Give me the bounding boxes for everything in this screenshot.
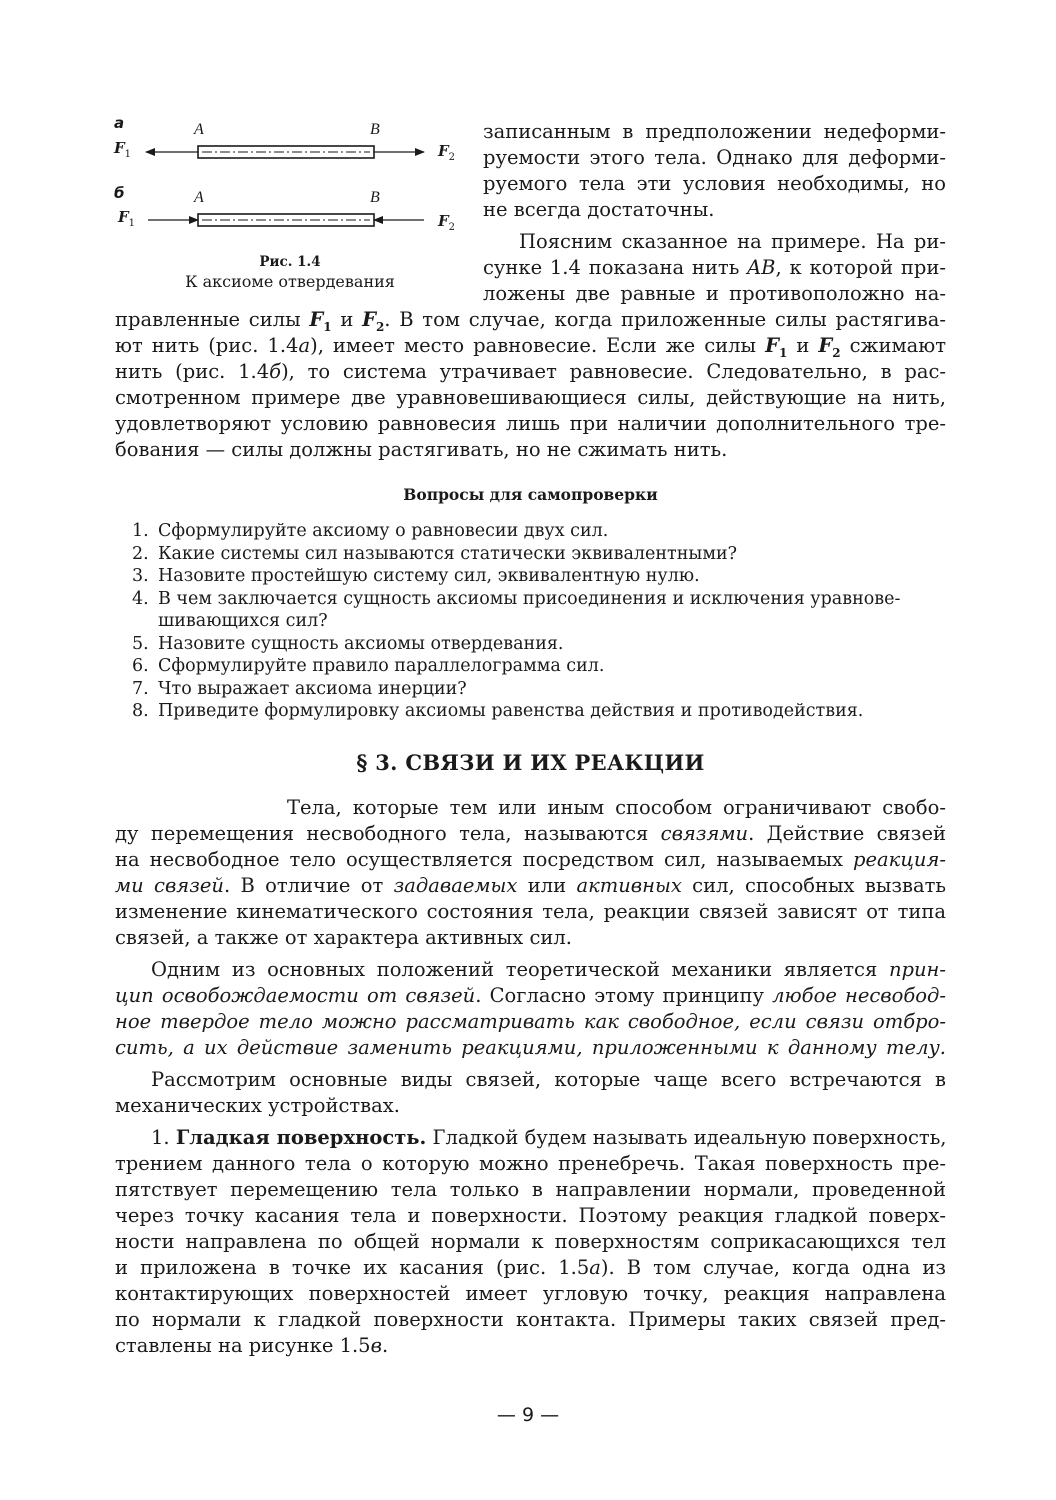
text-line: Одним из основных положений теоретической механики является прин- (151, 958, 946, 981)
text-line: по нормали к гладкой поверхности контакта. Примеры таких связей пред- (115, 1308, 946, 1331)
text-line: Тела, которые тем или иным способом ограничивают свобо- (287, 796, 946, 819)
text-line: ду перемещения несвободного тела, называются связями. Действие связей (115, 822, 946, 845)
text-line: нить (рис. 1.4б), то система утрачивает равновесие. Следовательно, в рас- (115, 360, 946, 383)
point-label-a-top: A (194, 121, 204, 138)
question-item: 2. Какие системы сил называются статически эквивалентными? (132, 543, 737, 564)
text-line: смотренном примере две уравновешивающиеся силы, действующие на нить, (115, 386, 946, 409)
question-item: 5. Назовите сущность аксиомы отвердевания. (132, 633, 564, 654)
section-heading: § 3. СВЯЗИ И ИХ РЕАКЦИИ (356, 750, 705, 775)
question-item: 8. Приведите формулировку аксиомы равенства действия и противодействия. (132, 701, 864, 721)
figure-caption-number: Рис. 1.4 (259, 254, 321, 270)
text-line: цип освобождаемости от связей. Согласно этому принципу любое несвобод- (115, 984, 946, 1007)
force-label-f2-b: $F_2$ (438, 212, 456, 233)
text-line: ставлены на рисунке 1.5в. (115, 1334, 389, 1357)
text-line: 1. Гладкая поверхность. Гладкой будем называть идеальную поверхность, (151, 1126, 947, 1149)
text-line: записанным в предположении недеформи- (483, 120, 946, 143)
questions-list (132, 520, 952, 723)
text-line: ют нить (рис. 1.4а), имеет место равновесие. Если же силы $F_1$ и $F_2$ сжимают (115, 334, 946, 360)
figure-1-4 (110, 112, 470, 302)
text-line: бования — силы должны растягивать, но не сжимать нить. (115, 438, 728, 461)
question-item: 1. Сформулируйте аксиому о равновесии двух сил. (132, 521, 609, 541)
figure-caption-text: К аксиоме отвердевания (185, 272, 395, 291)
point-label-b-bottom: B (370, 189, 380, 206)
text-line: и приложена в точке их касания (рис. 1.5а). В том случае, когда одна из (115, 1256, 947, 1279)
point-label-a-bottom: A (194, 189, 204, 206)
text-line: связей, а также от характера активных сил. (115, 926, 572, 949)
panel-letter-a: а (114, 114, 125, 132)
text-line: ное твердое тело можно рассматривать как свободное, если связи отбро- (115, 1010, 946, 1033)
text-line: механических устройствах. (115, 1094, 400, 1117)
text-line: не всегда достаточны. (483, 198, 715, 221)
text-line: на несвободное тело осуществляется посредством сил, называемых реакция- (115, 848, 946, 871)
page-number: — 9 — (496, 1404, 560, 1426)
point-label-b-top: B (370, 121, 380, 138)
text-line: изменение кинематического состояния тела, реакции связей зависят от типа (115, 900, 946, 923)
text-line: контактирующих поверхностей имеет угловую точку, реакция направлена (115, 1282, 946, 1305)
questions-title: Вопросы для самопроверки (403, 485, 658, 504)
text-line: руемости этого тела. Однако для деформи- (483, 146, 946, 169)
text-line: ми связей. В отличие от задаваемых или активных сил, способных вызвать (115, 874, 947, 897)
panel-letter-b: б (114, 184, 125, 202)
force-label-f1-b: $F_1$ (118, 208, 136, 229)
text-line: Поясним сказанное на примере. На ри- (519, 230, 946, 253)
text-line: удовлетворяют условию равновесия лишь при наличии дополнительного тре- (115, 412, 946, 435)
text-line: пятствует перемещению тела только в направлении нормали, проведенной (115, 1178, 946, 1201)
text-line: трением данного тела о которую можно пренебречь. Такая поверхность пре- (115, 1152, 946, 1175)
force-label-f1-a: $F_1$ (114, 139, 132, 160)
text-line: руемого тела эти условия необходимы, но (483, 172, 946, 195)
question-item: 7. Что выражает аксиома инерции? (132, 678, 467, 699)
text-line: ности направлена по общей нормали к поверхностям соприкасающихся тел (115, 1230, 946, 1253)
text-line: ложены две равные и противоположно на- (483, 282, 946, 305)
question-item: 3. Назовите простейшую систему сил, эквивалентную нулю. (132, 566, 700, 586)
text-line: сить, а их действие заменить реакциями, приложенными к данному телу. (115, 1036, 946, 1059)
force-label-f2-a: $F_2$ (438, 142, 456, 163)
text-line: через точку касания тела и поверхности. Поэтому реакция гладкой поверх- (115, 1204, 946, 1227)
text-line: Рассмотрим основные виды связей, которые чаще всего встречаются в (151, 1068, 946, 1091)
text-line: сунке 1.4 показана нить AB, к которой при- (483, 256, 946, 279)
question-item: 4. В чем заключается сущность аксиомы присоединения и исключения уравнове- шивающихся сил? (132, 588, 901, 631)
figure-rod-drawing (110, 112, 470, 252)
question-item: 6. Сформулируйте правило параллелограмма сил. (132, 656, 605, 676)
text-line: правленные силы $F_1$ и $F_2$. В том случае, когда приложенные силы растягива- (115, 308, 946, 334)
